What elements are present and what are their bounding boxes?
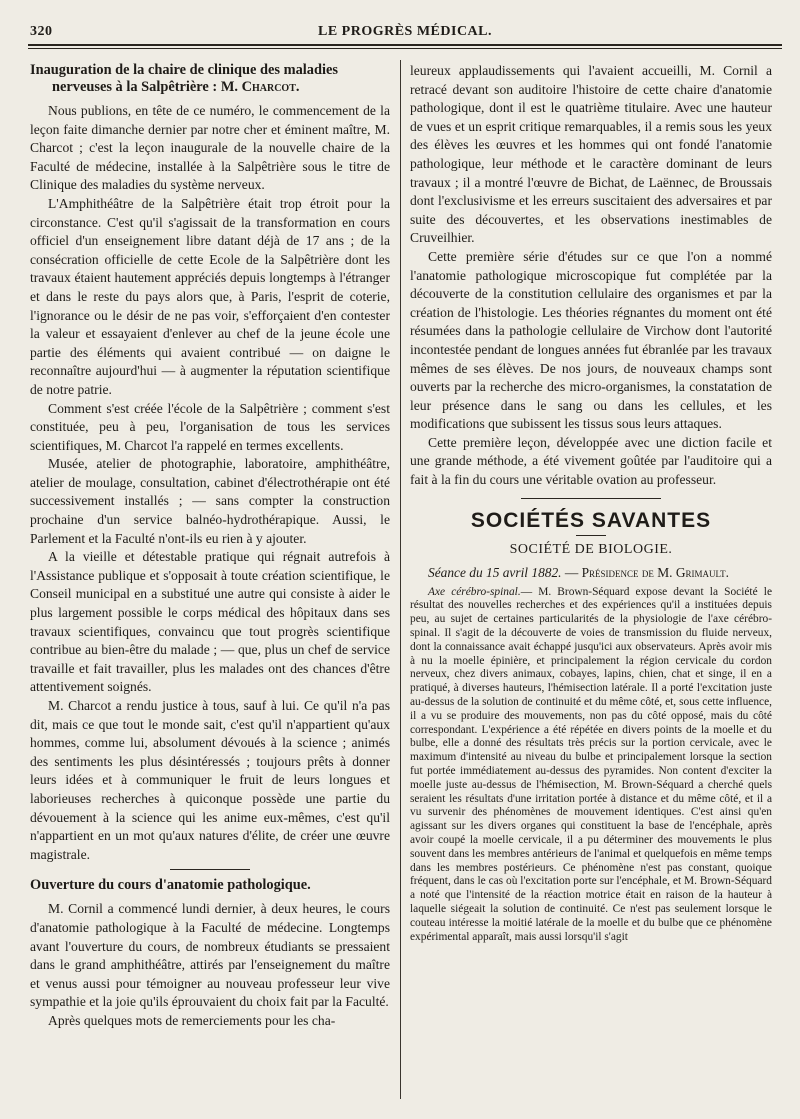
paragraph: M. Cornil a commencé lundi dernier, à deux heures, le cours d'anatomie pathologique à la Faculté de médecine. Longtemps avant l'ouverture du cours, de nombreux étudiants se pressaient dans le grand amphithéâtre, attirés par l'enseignement du maître et venus aussi pour témoigner au nouveau professeur leur vive sympathie et la joie qu'ils éprouvaient du choix fait par la Faculté.: [30, 901, 390, 1010]
seance-presidence: — Présidence de M. Grimault.: [561, 564, 730, 580]
paragraph: Comment s'est créée l'école de la Salpêtrière ; comment s'est constituée, peu à peu, l'organisation de tous les services scientifiques, M. Charcot l'a rappelé en termes excellents.: [30, 400, 390, 453]
paragraph: Cette première série d'études sur ce que l'on a nommé l'anatomie pathologique microscopique fut complétée par la découverte de la constitution cellulaire des organismes et par la création de l'histologie. Les théories régnantes du moment ont été résumées dans la pathologie cellulaire de Virchow dont l'autorité incontestée pendant de longues années fut ébranlée par les travaux mêmes de ses élèves. De nos jours, de nouveaux champs sont ouverts par la recherche des micro-organismes, la constatation de leur présence dans le sang ou dans les cellules, et les modifications que subissent les tissus sous leurs attaques.: [410, 248, 772, 432]
seance-line: [410, 564, 772, 582]
section-rule: [576, 535, 606, 536]
society-title: SOCIÉTÉ DE BIOLOGIE.: [509, 541, 673, 557]
article-title-cornil: Ouverture du cours d'anatomie pathologique.: [30, 877, 311, 894]
journal-title: LE PROGRÈS MÉDICAL.: [317, 24, 493, 39]
ornament-rule: [521, 498, 661, 499]
running-head: [30, 24, 780, 42]
left-column: [30, 62, 390, 1101]
paragraph: A la vieille et détestable pratique qui régnait autrefois à l'Assistance publique et s'opposait à toute création scientifique, le Conseil municipal en a substitué une autre qui consiste à aider le plus largement possible le corps médical des hôpitaux dans ses travaux scientifiques, convaincu que tout progrès scientifique contribue au bien-être du malade ; — que, plus un chef de service travaille et fait travailler, plus les malades ont des chances d'être attentivement soignés.: [30, 549, 390, 695]
paragraph: Cette première leçon, développée avec une diction facile et une grande méthode, a été vivement goûtée par l'auditoire qui a fait à la fin du cours une véritable ovation au professeur.: [410, 434, 772, 488]
report-lead: Axe cérébro-spinal.: [428, 585, 521, 598]
right-column: [410, 62, 772, 1101]
paragraph: M. Charcot a rendu justice à tous, sauf à lui. Ce qu'il n'a pas dit, mais ce que tout le monde sait, c'est qu'il n'appartient qu'aux hommes, comme lui, absolument dévoués à la science ; animés des sentiments les plus désintéressés ; toujours prêts à donner leurs idées et à communiquer le fruit de leurs longues et laborieuses recherches à quiconque possède une partie du dévouement à la science qui les anime eux-mêmes, c'est qu'il n'appartient en un mot qu'aux natures d'élite, de créer une œuvre magistrale.: [30, 698, 390, 862]
article-separator: [170, 869, 250, 870]
article-title-text: Inauguration de la chaire de clinique des maladies nerveuses à la Salpêtrière :: [30, 62, 338, 95]
report-paragraph: [410, 586, 772, 945]
article-title-name: M. Charcot.: [220, 79, 300, 95]
article-title-charcot: [30, 62, 390, 96]
paragraph: Nous publions, en tête de ce numéro, le commencement de la leçon faite dimanche dernier par notre cher et éminent maître, M. Charcot ; c'est la leçon inaugurale de la nouvelle chaire de la Faculté de médecine, installée à la Salpêtrière sous le titre de Clinique des maladies du système nerveux.: [30, 103, 390, 193]
paragraph: L'Amphithéâtre de la Salpêtrière était trop étroit pour la circonstance. C'est qu'il s'agissait de la transformation en cours officiel d'un enseignement libre datant déjà de 17 ans ; de la consécration officielle de cette Ecole de la Salpêtrière dont les travaux étaient hautement appréciés depuis longtemps à l'étranger et dans le reste du pays alors que, à Paris, l'esprit de coterie, l'ignorance ou le désir de ne pas voir, s'efforçaient d'en contester la valeur et essayaient d'enlever au chef de la jeune école une partie des éléments qui avaient contribué — on daigne le reconnaître aujourd'hui — à augmenter la réputation scientifique de notre patrie.: [30, 195, 390, 397]
page-number: 320: [30, 24, 53, 39]
paragraph: Musée, atelier de photographie, laboratoire, amphithéâtre, atelier de moulage, consultation, cabinet d'électrothérapie ont été successivement installés ; — sans compter la construction prochaine d'un service balnéo-hydrothérapique. Aussi, le Parlement et la Faculté n'ont-ils eu rien à y ajouter.: [30, 456, 390, 546]
paragraph: leureux applaudissements qui l'avaient accueilli, M. Cornil a retracé devant son auditoire l'histoire de cette chaire d'anatomie pathologique, dont il est le quatrième titulaire. Avec une hauteur de vues et un esprit critique remarquables, il a remis sous les yeux des élèves les œuvres et les hommes qui ont fondé l'anatomie pathologique, leur méthode et le caractère dominant de leurs travaux ; il a montré l'œuvre de Bichat, de Laënnec, de Broussais dont l'exclusivisme et les erreurs suscitaient des adversaires et par suite des découvertes, et les observations inestimables de Cruveilhier.: [410, 63, 772, 246]
column-divider: [400, 60, 401, 1099]
report-text: — M. Brown-Séquard expose devant la Société le résultat des nouvelles recherches et des expériences qu'il a instituées depuis peu, au sujet de certaines particularités de la physiologie de l'axe cérébro-spinal. Il s'agit de la découverte de voies de transmission du fluide nerveux, dont la connaissance avait échappé jusqu'ici aux observateurs. Après avoir mis à nu la moelle épinière, et principalement la région cervicale du cordon nerveux, chez divers animaux, cobayes, lapins, chien, chat et singe, il en a pratiqué, à diverses hauteurs, l'hémisection latérale. Il a porté l'excitation juste au-dessus de la solution de continuité et du même côté, et, sous cette influence, il a vu se produire des mouvements, non pas du côté opposé, mais du côté correspondant. L'expérience a été répétée en divers points de la moelle et du bulbe, elle a donné des résultats très précis sur la portion cervicale, avec le maximum d'intensité au niveau du bulbe et principalement lorsque la section fut portée immédiatement au-dessus des pyramides. Non content d'exciter la moelle juste au-dessus de l'hémisection, M. Brown-Séquard a cherché quels seraient les résultats d'une irritation portée à distance et du même côté, et il a vu survenir des phénomènes de mouvement identiques. C'est ainsi qu'en agissant sur les divers organes qui constituent la base de l'encéphale, après avoir coupé la moelle cervicale, il a pu déterminer des mouvements le plus souvent dans les membres antérieurs de l'animal et quelquefois en même temps dans les membres postérieurs. Ce phénomène n'est pas constant, quoique fréquent, dans le cas où l'excitation porte sur l'encéphale, et M. Brown-Séquard a noté que l'intensité de la réaction motrice était en raison de la hauteur à laquelle siégeait la solution de continuité. Ce n'est pas seulement lorsque le couteau intéresse la moitié latérale de la moelle et du bulbe que ce phénomène expérimental apparaît, mais aussi lorsqu'il s'agit: [410, 585, 772, 943]
header-rule: [28, 44, 782, 49]
paragraph: Après quelques mots de remerciements pour les cha-: [48, 1012, 336, 1028]
seance-date: Séance du 15 avril 1882.: [428, 564, 562, 580]
section-title: SOCIÉTÉS SAVANTES: [470, 508, 712, 532]
